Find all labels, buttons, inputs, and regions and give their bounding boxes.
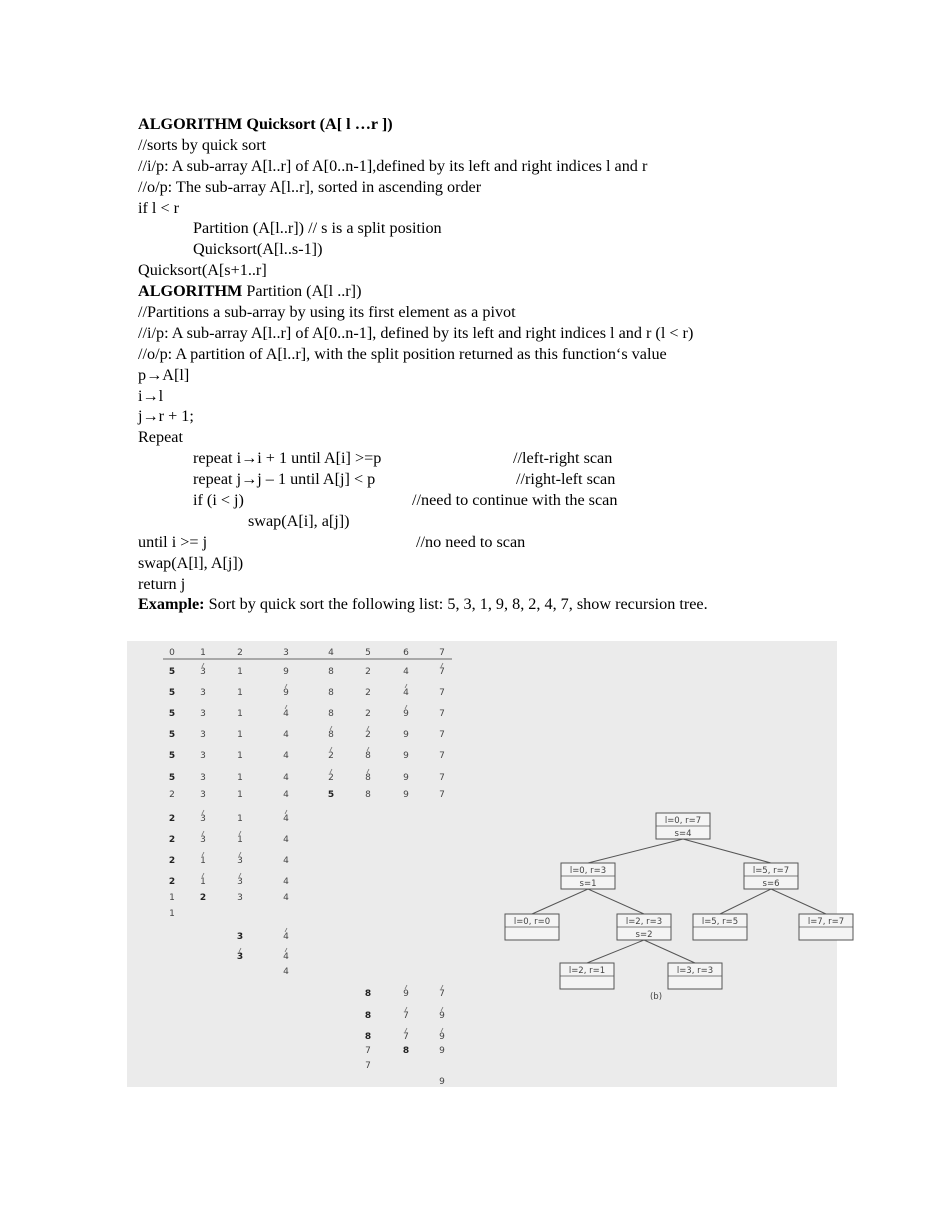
tree-caption: (b) (649, 992, 663, 1002)
trace-cell: 7 (439, 709, 445, 719)
algorithm-line (138, 386, 898, 407)
algorithm-line (138, 302, 898, 323)
index-header-label: 4 (328, 648, 334, 658)
trace-cell: 1 (237, 751, 243, 761)
algorithm-line (138, 427, 898, 448)
trace-cell: 7 (365, 1061, 371, 1071)
bold-keyword: ALGORITHM Quicksort (A[ l …r ]) (138, 115, 393, 133)
trace-cell: 4 (283, 856, 289, 866)
trace-cell: 1 (169, 893, 175, 903)
trace-cell: 1 (200, 877, 206, 887)
line-text: //o/p: The sub-array A[l..r], sorted in ascending order (138, 177, 482, 196)
algorithm-line (138, 281, 898, 302)
line-text: Repeat (138, 428, 183, 447)
trace-cell: 7 (439, 730, 445, 740)
trace-cell: 9 (283, 688, 289, 698)
trace-cell: 1 (200, 856, 206, 866)
algorithm-line (138, 553, 898, 574)
trace-cell: 2 (168, 814, 176, 824)
algorithm-line (138, 469, 898, 490)
trace-cell: 2 (365, 688, 371, 698)
trace-cell: 7 (439, 667, 445, 677)
line-comment: //right-left scan (516, 470, 616, 489)
algorithm-line (138, 177, 898, 198)
line-text: if l < r (138, 198, 180, 217)
trace-cell: 8 (365, 751, 371, 761)
trace-cell: 1 (237, 790, 243, 800)
algorithm-line (138, 198, 898, 219)
tree-node-split: s=6 (762, 879, 780, 889)
trace-cell: 1 (237, 814, 243, 824)
trace-cell: 1 (169, 909, 175, 919)
algorithm-line (138, 594, 898, 615)
trace-cell: 3 (237, 877, 243, 887)
trace-cell: 3 (200, 835, 206, 845)
trace-cell: 9 (439, 1046, 445, 1056)
index-header-label: 2 (237, 648, 243, 658)
line-text: i→l (138, 386, 164, 405)
trace-cell: 4 (403, 667, 409, 677)
trace-cell: 9 (439, 1011, 445, 1021)
trace-cell: 8 (364, 989, 372, 999)
trace-cell: 3 (200, 814, 206, 824)
tree-edge (683, 839, 771, 863)
trace-cell: 5 (168, 730, 176, 740)
index-header-label: 7 (439, 648, 445, 658)
trace-cell: 3 (237, 893, 243, 903)
trace-cell: 3 (200, 709, 206, 719)
tree-node-range: l=2, r=1 (568, 966, 606, 976)
trace-cell: 8 (365, 790, 371, 800)
line-text: repeat j→j – 1 until A[j] < p (193, 470, 376, 489)
bold-keyword: Example: (138, 595, 205, 614)
algorithm-line (138, 260, 898, 281)
trace-cell: 4 (283, 814, 289, 824)
index-header-label: 5 (365, 648, 371, 658)
line-text: return j (138, 574, 186, 593)
line-text: repeat i→i + 1 until A[i] >=p (193, 449, 382, 468)
trace-cell: 9 (403, 790, 409, 800)
trace-cell: 2 (168, 835, 176, 845)
line-comment: //no need to scan (416, 532, 526, 551)
quicksort-example-figure (127, 641, 845, 1087)
trace-cell: 5 (168, 709, 176, 719)
trace-cell: 9 (439, 1032, 445, 1042)
trace-cell: 8 (328, 709, 334, 719)
algorithm-line (138, 511, 898, 532)
tree-node-range: l=5, r=5 (701, 917, 739, 927)
trace-cell: 8 (364, 1011, 372, 1021)
tree-edge (771, 889, 826, 914)
trace-cell: 9 (403, 709, 409, 719)
trace-cell: 1 (237, 835, 243, 845)
trace-cell: 4 (283, 952, 289, 962)
trace-cell: 5 (168, 667, 176, 677)
trace-cell: 1 (237, 667, 243, 677)
trace-cell: 2 (365, 667, 371, 677)
trace-cell: 2 (199, 893, 207, 903)
algorithm-line (138, 365, 898, 386)
trace-cell: 7 (365, 1046, 371, 1056)
trace-cell: 3 (200, 667, 206, 677)
trace-cell: 7 (439, 790, 445, 800)
trace-cell: 7 (439, 751, 445, 761)
trace-cell: 5 (168, 751, 176, 761)
algorithm-line (138, 574, 898, 595)
trace-cell: 4 (283, 877, 289, 887)
trace-cell: 1 (237, 688, 243, 698)
index-header-label: 6 (403, 648, 409, 658)
trace-cell: 8 (328, 730, 334, 740)
tree-edge (720, 889, 771, 914)
tree-node-range: l=0, r=3 (569, 866, 607, 876)
trace-cell: 5 (327, 790, 335, 800)
trace-cell: 7 (403, 1011, 409, 1021)
tree-edge (587, 940, 644, 963)
algorithm-line (138, 490, 898, 511)
trace-cell: 9 (403, 730, 409, 740)
line-text: //i/p: A sub-array A[l..r] of A[0..n-1],defined by its left and right indices l and r (138, 156, 648, 175)
trace-cell: 4 (283, 893, 289, 903)
trace-cell: 2 (328, 773, 334, 783)
line-text: Sort by quick sort the following list: 5, 3, 1, 9, 8, 2, 4, 7, show recursion tree. (204, 595, 708, 614)
line-text: Quicksort(A[s+1..r] (138, 261, 267, 280)
figure-canvas (127, 641, 845, 1087)
line-text: Quicksort(A[l..s-1]) (193, 240, 323, 259)
tree-edge (588, 839, 683, 863)
index-header-label: 1 (200, 648, 206, 658)
trace-cell: 9 (403, 751, 409, 761)
line-text: Partition (A[l ..r]) (242, 282, 362, 301)
tree-node-split: s=2 (635, 930, 653, 940)
trace-cell: 3 (200, 790, 206, 800)
tree-node-range: l=2, r=3 (625, 917, 663, 927)
trace-cell: 4 (283, 835, 289, 845)
line-text: swap(A[i], a[j]) (248, 511, 350, 530)
line-text: swap(A[l], A[j]) (138, 553, 244, 572)
algorithm-line (138, 344, 898, 365)
line-text: j→r + 1; (138, 407, 194, 426)
trace-cell: 9 (283, 667, 289, 677)
algorithm-line (138, 448, 898, 469)
trace-cell: 8 (328, 688, 334, 698)
trace-cell: 2 (168, 877, 176, 887)
algorithm-line (138, 156, 898, 177)
trace-cell: 2 (168, 856, 176, 866)
trace-cell: 2 (169, 790, 175, 800)
line-text: p→A[l] (138, 365, 190, 384)
algorithm-line (138, 532, 898, 553)
trace-cell: 4 (403, 688, 409, 698)
trace-cell: 2 (328, 751, 334, 761)
trace-cell: 8 (364, 1032, 372, 1042)
trace-cell: 8 (365, 773, 371, 783)
trace-cell: 3 (200, 773, 206, 783)
tree-node-range: l=0, r=0 (513, 917, 551, 927)
tree-node-range: l=5, r=7 (752, 866, 790, 876)
algorithm-line (138, 135, 898, 156)
line-text: //sorts by quick sort (138, 135, 267, 154)
trace-cell: 3 (236, 952, 244, 962)
trace-cell: 3 (237, 856, 243, 866)
trace-cell: 8 (402, 1046, 410, 1056)
trace-cell: 4 (283, 932, 289, 942)
trace-cell: 4 (283, 773, 289, 783)
tree-edge (532, 889, 588, 914)
bold-keyword: ALGORITHM (138, 282, 243, 301)
trace-cell: 4 (283, 790, 289, 800)
trace-cell: 8 (328, 667, 334, 677)
tree-edge (588, 889, 644, 914)
trace-cell: 9 (403, 989, 409, 999)
algorithm-line (138, 323, 898, 344)
line-text: //i/p: A sub-array A[l..r] of A[0..n-1], defined by its left and right indices l and r (l < r) (138, 323, 694, 342)
algorithm-line (138, 406, 898, 427)
line-text: if (i < j) (193, 491, 244, 510)
trace-cell: 1 (237, 773, 243, 783)
trace-cell: 3 (200, 688, 206, 698)
tree-node-range: l=3, r=3 (676, 966, 714, 976)
tree-node-split: s=1 (579, 879, 597, 889)
trace-cell: 7 (403, 1032, 409, 1042)
trace-cell: 2 (365, 730, 371, 740)
trace-cell: 4 (283, 967, 289, 977)
line-comment: //need to continue with the scan (412, 491, 618, 510)
trace-cell: 1 (237, 730, 243, 740)
trace-cell: 4 (283, 730, 289, 740)
index-header-label: 0 (169, 648, 175, 658)
tree-edge (644, 940, 695, 963)
trace-cell: 4 (283, 751, 289, 761)
line-text: //Partitions a sub-array by using its first element as a pivot (138, 303, 516, 322)
line-text: until i >= j (138, 532, 208, 551)
trace-cell: 7 (439, 989, 445, 999)
trace-cell: 7 (439, 688, 445, 698)
trace-cell: 3 (236, 932, 244, 942)
algorithm-line (138, 218, 898, 239)
index-header-label: 3 (283, 648, 289, 658)
trace-cell: 3 (200, 730, 206, 740)
line-comment: //left-right scan (513, 449, 613, 468)
trace-cell: 7 (439, 773, 445, 783)
tree-node-split: s=4 (674, 829, 692, 839)
algorithm-text (138, 114, 898, 615)
trace-cell: 4 (283, 709, 289, 719)
tree-node-range: l=0, r=7 (664, 816, 702, 826)
algorithm-line (138, 114, 898, 135)
trace-cell: 9 (403, 773, 409, 783)
tree-node-range: l=7, r=7 (807, 917, 845, 927)
trace-cell: 5 (168, 688, 176, 698)
trace-cell: 9 (439, 1077, 445, 1087)
trace-cell: 5 (168, 773, 176, 783)
line-text: //o/p: A partition of A[l..r], with the split position returned as this function‘s value (138, 344, 667, 363)
algorithm-line (138, 239, 898, 260)
trace-cell: 3 (200, 751, 206, 761)
trace-cell: 1 (237, 709, 243, 719)
trace-cell: 2 (365, 709, 371, 719)
line-text: Partition (A[l..r]) // s is a split position (193, 219, 442, 238)
